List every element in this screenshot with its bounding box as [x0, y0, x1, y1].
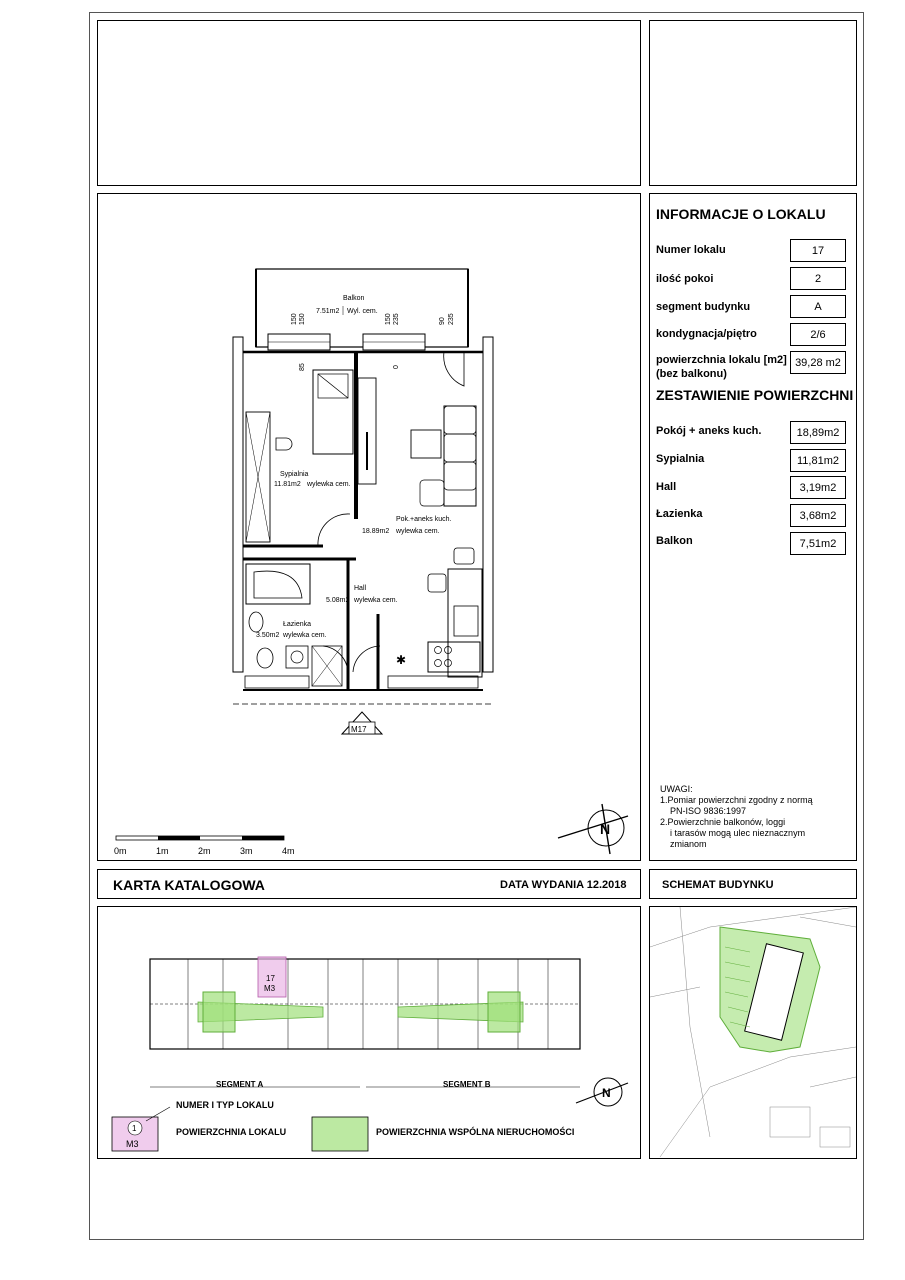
sypialnia-floor: wylewka cem.	[307, 481, 351, 488]
lazienka-floor: wylewka cem.	[283, 632, 327, 639]
sypialnia-name: Sypialnia	[280, 471, 309, 478]
pokoj-name: Pok.+aneks kuch.	[396, 516, 452, 523]
label-sypialnia: Sypialnia	[656, 453, 705, 465]
notes-line-2: PN-ISO 9836:1997	[670, 806, 747, 816]
key-plan-panel	[97, 906, 641, 1159]
segment-a-label: SEGMENT A	[216, 1080, 264, 1089]
info-panel	[649, 193, 857, 861]
pokoj-floor: wylewka cem.	[396, 528, 440, 535]
legend-sample-type: M3	[126, 1139, 139, 1149]
site-scheme-panel	[649, 906, 857, 1159]
site-map-drawing	[650, 907, 856, 1158]
notes-line-5: zmianom	[670, 839, 707, 849]
value-powierzchnia: 39,28 m2	[790, 351, 846, 374]
header-box-right	[649, 20, 857, 186]
hall-name: Hall	[354, 585, 367, 592]
balkon-area: 7.51m2	[316, 308, 340, 315]
north-arrow-icon	[558, 804, 628, 854]
scale-2m: 2m	[198, 846, 211, 856]
header-box-left	[97, 20, 641, 186]
dim-0: 0	[393, 365, 400, 369]
scale-0m: 0m	[114, 846, 127, 856]
dim-150b: 150	[299, 313, 306, 325]
notes-line-1: 1.Pomiar powierzchni zgodny z normą	[660, 795, 813, 805]
legend-numer-label: NUMER I TYP LOKALU	[176, 1100, 274, 1110]
balkon-name: Balkon	[343, 295, 365, 302]
scheme-title-bar	[649, 869, 857, 899]
segment-b-label: SEGMENT B	[443, 1080, 491, 1089]
balkon-floor: Wyl. cem.	[347, 308, 378, 315]
floor-plan-panel	[97, 193, 641, 861]
unit-tag: M17	[351, 725, 367, 734]
value-hall: 3,19m2	[790, 476, 846, 499]
lazienka-area: 3.50m2	[256, 632, 280, 639]
value-kondygnacja: 2/6	[790, 323, 846, 346]
notes-line-4: i tarasów mogą ulec nieznacznym	[670, 828, 806, 838]
floor-plan-drawing	[98, 194, 640, 860]
notes-title: UWAGI:	[660, 784, 693, 794]
scale-1m: 1m	[156, 846, 169, 856]
dim-235b: 235	[448, 313, 455, 325]
hall-area: 5.08m2	[326, 597, 350, 604]
value-numer-lokalu: 17	[790, 239, 846, 262]
legend-sample-number: 1	[132, 1124, 137, 1133]
north-arrow-icon-small	[576, 1078, 628, 1106]
value-sypialnia: 11,81m2	[790, 449, 846, 472]
value-lazienka: 3,68m2	[790, 504, 846, 527]
label-hall: Hall	[656, 481, 677, 493]
notes-line-3: 2.Powierzchnie balkonów, loggi	[660, 817, 786, 827]
info-title: INFORMACJE O LOKALU	[656, 206, 826, 222]
key-unit-number: 17	[266, 974, 275, 983]
value-pokoj: 18,89m2	[790, 421, 846, 444]
card-title-bar	[97, 869, 641, 899]
dim-90: 90	[439, 317, 446, 325]
dim-235a: 235	[393, 313, 400, 325]
label-lazienka: Łazienka	[656, 508, 703, 520]
label-powierzchnia: powierzchnia lokalu [m2]	[656, 354, 787, 366]
legend-powierzchnia-wspolna: POWIERZCHNIA WSPÓLNA NIERUCHOMOŚCI	[376, 1127, 575, 1137]
label-numer-lokalu: Numer lokalu	[656, 244, 726, 256]
label-bez-balkonu: (bez balkonu)	[656, 368, 727, 380]
svg-text:N: N	[602, 1086, 611, 1100]
dim-150c: 150	[385, 313, 392, 325]
label-pokoj: Pokój + aneks kuch.	[656, 425, 762, 437]
issue-date: DATA WYDANIA 12.2018	[500, 879, 627, 891]
label-segment: segment budynku	[656, 301, 751, 313]
sypialnia-area: 11.81m2	[274, 481, 301, 488]
label-balkon: Balkon	[656, 535, 693, 547]
svg-text:N: N	[600, 821, 611, 837]
dim-150a: 150	[291, 313, 298, 325]
scheme-title: SCHEMAT BUDYNKU	[662, 879, 774, 891]
scale-4m: 4m	[282, 846, 295, 856]
label-ilosc-pokoi: ilość pokoi	[656, 273, 714, 285]
scale-3m: 3m	[240, 846, 253, 856]
key-plan-drawing	[98, 907, 640, 1158]
lazienka-name: Łazienka	[283, 621, 312, 628]
legend-powierzchnia-lokalu: POWIERZCHNIA LOKALU	[176, 1127, 287, 1137]
label-kondygnacja: kondygnacja/piętro	[656, 328, 757, 340]
svg-text:✱: ✱	[396, 653, 407, 667]
value-balkon: 7,51m2	[790, 532, 846, 555]
value-ilosc-pokoi: 2	[790, 267, 846, 290]
key-unit-type: M3	[264, 984, 276, 993]
dim-85: 85	[299, 363, 306, 371]
hall-floor: wylewka cem.	[354, 597, 398, 604]
card-title: KARTA KATALOGOWA	[113, 877, 265, 893]
value-segment: A	[790, 295, 846, 318]
summary-title: ZESTAWIENIE POWIERZCHNI	[656, 387, 854, 403]
pokoj-area: 18.89m2	[362, 528, 390, 535]
